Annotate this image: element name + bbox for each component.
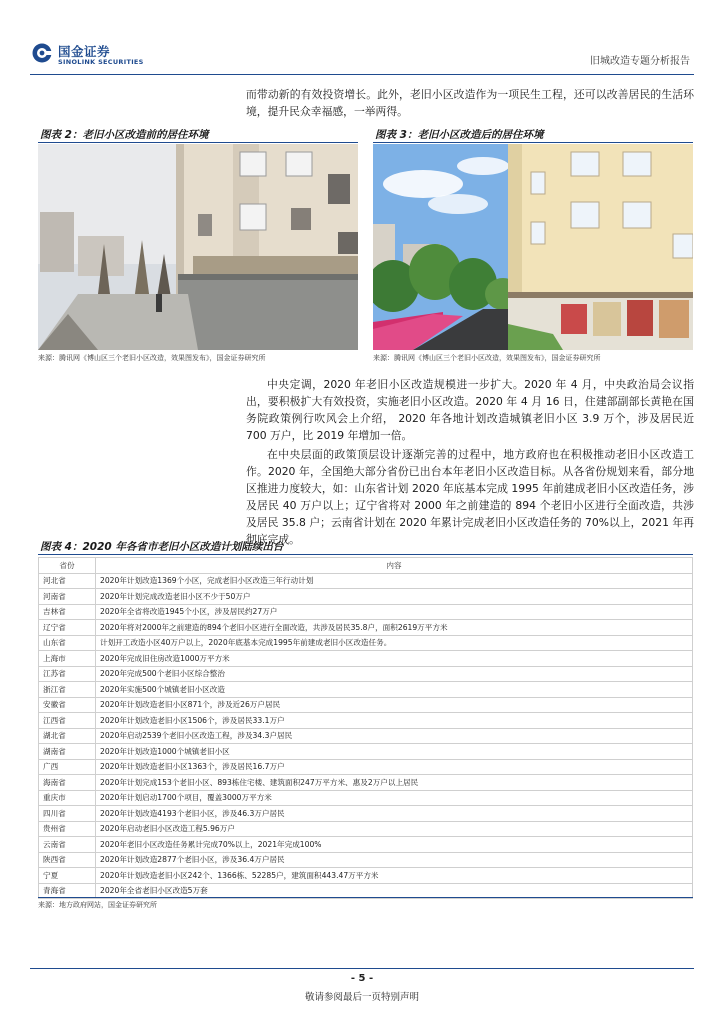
footer-divider <box>30 968 694 969</box>
content-cell: 2020年启动老旧小区改造工程5.96万户 <box>96 821 693 837</box>
content-cell: 2020年全省老旧小区改造5万套 <box>96 883 693 899</box>
content-cell: 2020年计划改造老旧小区1506个，涉及居民33.1万户 <box>96 713 693 729</box>
table-row <box>39 589 693 605</box>
content-cell: 计划开工改造小区40万户以上，2020年底基本完成1995年前建成老旧小区改造任务。 <box>96 635 693 651</box>
province-cell: 上海市 <box>39 651 96 667</box>
content-cell: 2020年计划改造老旧小区1363个，涉及居民16.7万户 <box>96 759 693 775</box>
report-title: 旧城改造专题分析报告 <box>590 56 690 67</box>
table-row <box>39 573 693 589</box>
table-row <box>39 806 693 822</box>
table-row <box>39 651 693 667</box>
province-cell: 海南省 <box>39 775 96 791</box>
figure2-source: 来源：腾讯网《博山区三个老旧小区改造，效果图发布》，国金证券研究所 <box>38 354 266 362</box>
table-row <box>39 744 693 760</box>
province-cell: 江苏省 <box>39 666 96 682</box>
table-row <box>39 620 693 636</box>
table-row <box>39 697 693 713</box>
figure3-photo-after <box>373 144 693 350</box>
content-cell: 2020年启动2539个老旧小区改造工程，涉及34.3户居民 <box>96 728 693 744</box>
figure2-photo-before <box>38 144 358 350</box>
paragraph-central-policy: 中央定调，2020 年老旧小区改造规模进一步扩大。2020 年 4 月，中央政治局会议指出，要积极扩大有效投资，实施老旧小区改造。2020 年 4 月 16 日，住建部副部长黄艳在国务院政策例行吹风会上介绍， 2020 年各地计划改造城镇老旧小区 3.9 万个，涉及居民近 700 万户，比 2019 年增加一倍。 <box>246 378 694 442</box>
content-cell: 2020年计划完成改造老旧小区不少于50万户 <box>96 589 693 605</box>
intro-paragraph: 而带动新的有效投资增长。此外，老旧小区改造作为一项民生工程，还可以改善居民的生活环境，提升民众幸福感，一举两得。 <box>246 88 694 118</box>
paragraph-local-government: 在中央层面的政策顶层设计逐渐完善的过程中，地方政府也在积极推动老旧小区改造工作。2020 年，全国绝大部分省份已出台本年老旧小区改造目标。从各省份规划来看，部分地区推进力度较大，如：山东省计划 2020 年底基本完成 1995 年前建成老旧小区改造任务，涉及居民 40 万户以上；辽宁省将对 2000 年之前建造的 894 个老旧小区进行全面改造，共涉及居民 35.8 户；云南省计划在 2020 年累计完成老旧小区改造任务的 70%以上，2021 年再彻底完成。 <box>246 448 694 546</box>
header-content: 内容 <box>96 558 693 574</box>
province-cell: 江西省 <box>39 713 96 729</box>
page-number: - 5 - <box>350 973 374 984</box>
figure4-source: 来源：地方政府网站，国金证券研究所 <box>38 901 157 909</box>
figure2-rule <box>38 142 358 143</box>
logo-chinese-name: 国金证券 <box>58 44 111 59</box>
province-cell: 四川省 <box>39 806 96 822</box>
province-cell: 安徽省 <box>39 697 96 713</box>
content-cell: 2020年计划改造2877个老旧小区，涉及36.4万户居民 <box>96 852 693 868</box>
province-cell: 贵州省 <box>39 821 96 837</box>
province-cell: 青海省 <box>39 883 96 899</box>
renovation-plan-table <box>38 557 693 899</box>
province-cell: 山东省 <box>39 635 96 651</box>
figure3-rule <box>373 142 693 143</box>
table-row <box>39 635 693 651</box>
province-cell: 重庆市 <box>39 790 96 806</box>
figure2-title: 图表 2：老旧小区改造前的居住环境 <box>40 129 209 141</box>
table-row <box>39 790 693 806</box>
content-cell: 2020年计划改造4193个老旧小区，涉及46.3万户居民 <box>96 806 693 822</box>
content-cell: 2020年计划改造老旧小区871个，涉及近26万户居民 <box>96 697 693 713</box>
figure4-title: 图表 4：2020 年各省市老旧小区改造计划陆续出台 <box>40 541 284 553</box>
province-cell: 云南省 <box>39 837 96 853</box>
table-row <box>39 666 693 682</box>
content-cell: 2020年完成旧住房改造1000万平方米 <box>96 651 693 667</box>
content-cell: 2020年全省将改造1945个小区，涉及居民约27万户 <box>96 604 693 620</box>
content-cell: 2020年完成500个老旧小区综合整治 <box>96 666 693 682</box>
content-cell: 2020年计划改造1369个小区，完成老旧小区改造三年行动计划 <box>96 573 693 589</box>
province-cell: 宁夏 <box>39 868 96 884</box>
content-cell: 2020年计划启动1700个项目，覆盖3000万平方米 <box>96 790 693 806</box>
content-cell: 2020年实施500个城镇老旧小区改造 <box>96 682 693 698</box>
content-cell: 2020年计划完成153个老旧小区、893栋住宅楼、建筑面积247万平方米、惠及2万户以上居民 <box>96 775 693 791</box>
content-cell: 2020年计划改造1000个城镇老旧小区 <box>96 744 693 760</box>
figure3-title: 图表 3：老旧小区改造后的居住环境 <box>375 129 544 141</box>
table-row <box>39 821 693 837</box>
page-header <box>30 40 694 74</box>
header-province: 省份 <box>39 558 96 574</box>
province-cell: 辽宁省 <box>39 620 96 636</box>
table-row <box>39 852 693 868</box>
province-cell: 陕西省 <box>39 852 96 868</box>
table-row <box>39 837 693 853</box>
content-cell: 2020年老旧小区改造任务累计完成70%以上，2021年完成100% <box>96 837 693 853</box>
province-cell: 河北省 <box>39 573 96 589</box>
province-cell: 浙江省 <box>39 682 96 698</box>
table-header-row <box>39 558 693 574</box>
table-row <box>39 868 693 884</box>
disclaimer-link[interactable]: 敬请参阅最后一页特别声明 <box>304 992 419 1003</box>
content-cell: 2020年将对2000年之前建造的894个老旧小区进行全面改造，共涉及居民35.8户，面积2619万平方米 <box>96 620 693 636</box>
table-row <box>39 682 693 698</box>
province-cell: 湖南省 <box>39 744 96 760</box>
table-row <box>39 604 693 620</box>
table-row <box>39 775 693 791</box>
figure4-rule <box>38 554 693 555</box>
table-row <box>39 728 693 744</box>
table-row <box>39 759 693 775</box>
logo-english-name: SINOLINK SECURITIES <box>58 58 144 66</box>
province-cell: 广西 <box>39 759 96 775</box>
table-bottom-rule <box>38 897 693 898</box>
province-cell: 吉林省 <box>39 604 96 620</box>
table-row <box>39 713 693 729</box>
company-logo-icon <box>32 43 52 63</box>
province-cell: 湖北省 <box>39 728 96 744</box>
province-cell: 河南省 <box>39 589 96 605</box>
content-cell: 2020年计划改造老旧小区242个、1366栋、52285户，建筑面积443.47万平方米 <box>96 868 693 884</box>
header-divider <box>30 74 694 75</box>
figure3-source: 来源：腾讯网《博山区三个老旧小区改造，效果图发布》，国金证券研究所 <box>373 354 601 362</box>
